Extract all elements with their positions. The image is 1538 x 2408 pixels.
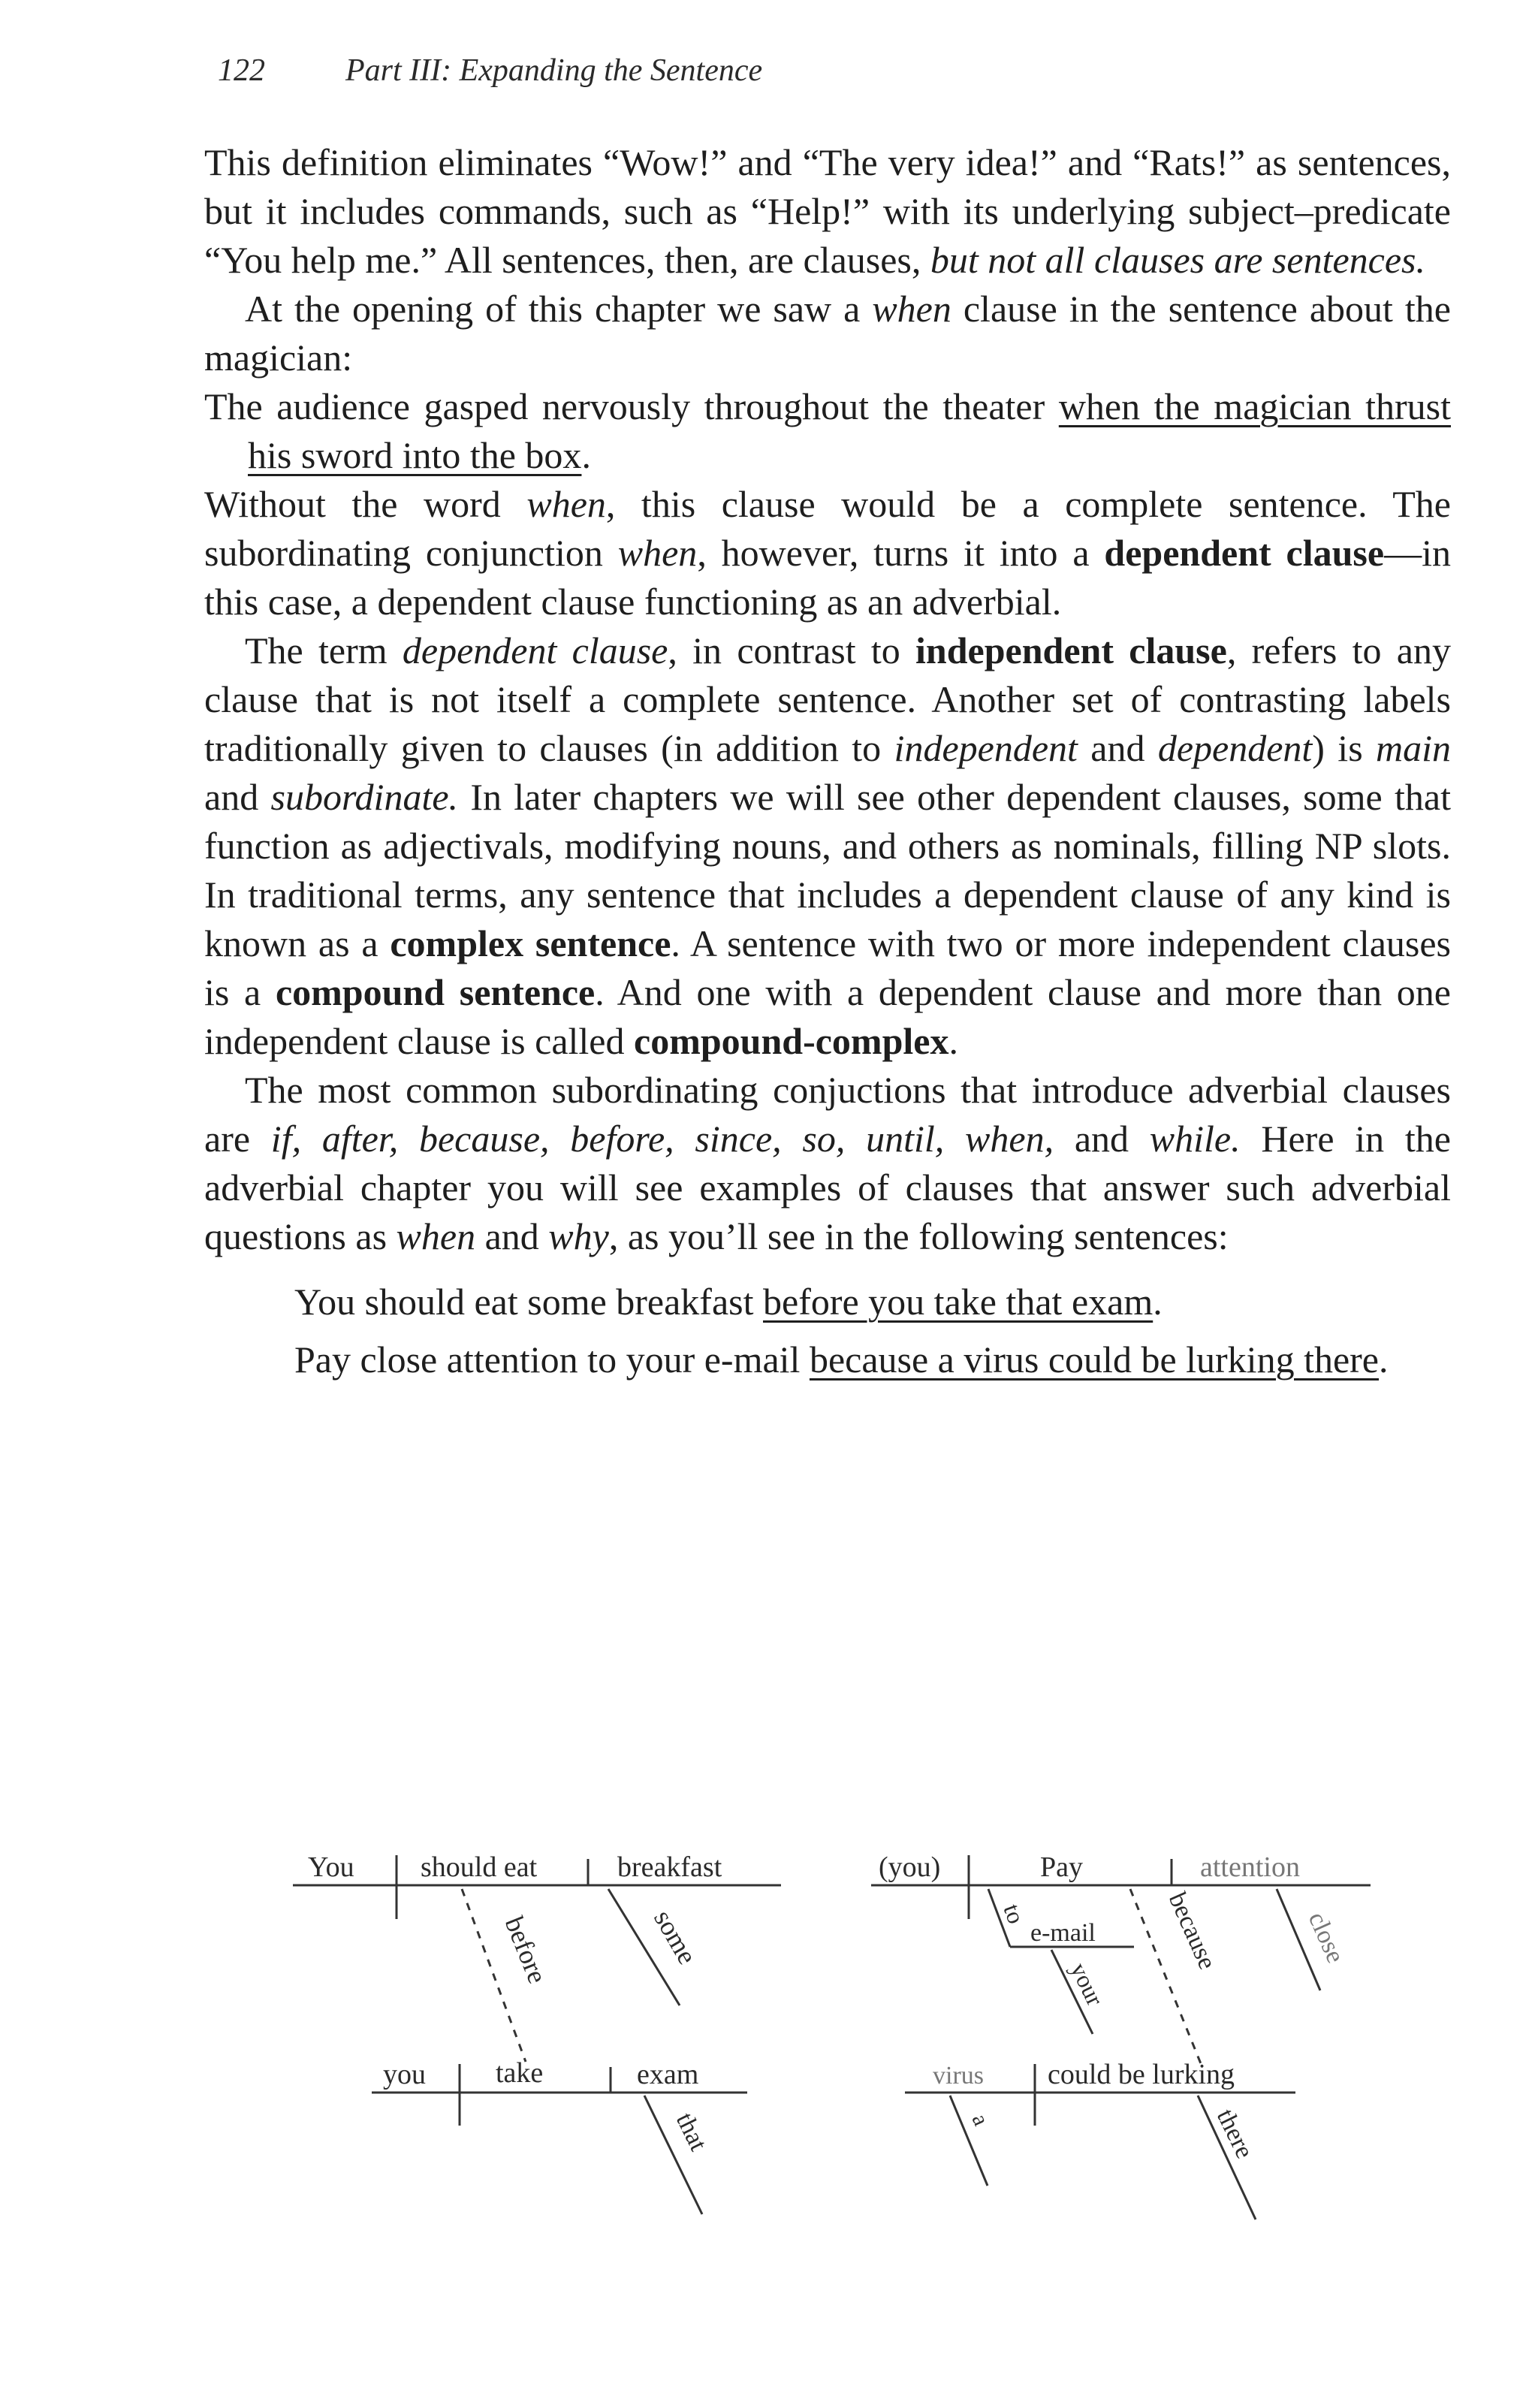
underlined-clause: when the magician thrust his sword into the box: [248, 385, 1451, 476]
emphasis: when: [872, 288, 951, 330]
emphasis: if, after, because, before, since, so, until, when,: [270, 1118, 1054, 1160]
main-subject: (you): [879, 1851, 941, 1883]
text: Without the word: [204, 483, 527, 525]
preposition: to: [998, 1900, 1030, 1927]
text: , as you’ll see in the following sentences:: [608, 1215, 1229, 1257]
main-object: breakfast: [617, 1851, 722, 1883]
sub-object: exam: [637, 2059, 699, 2090]
emphasis: but not all clauses are sentences.: [930, 239, 1426, 281]
text: and: [204, 776, 271, 818]
sub-subject: virus: [933, 2062, 984, 2090]
emphasis: main: [1376, 727, 1452, 769]
prep-object-modifier: your: [1065, 1958, 1109, 2010]
term: independent clause: [915, 629, 1227, 671]
main-verb: Pay: [1040, 1851, 1083, 1883]
sub-subject: you: [383, 2059, 426, 2090]
subordinator: before: [499, 1912, 553, 1988]
text: .: [1153, 1281, 1163, 1323]
sub-object-modifier: that: [670, 2108, 713, 2156]
term: dependent clause: [1104, 532, 1385, 574]
term: compound-complex: [634, 1020, 949, 1062]
diagram-2: [871, 1851, 1371, 2219]
emphasis: when: [526, 483, 606, 525]
emphasis: when: [396, 1215, 476, 1257]
text: The most common subordinating conjuctions that introduce adverbial clauses are: [204, 1069, 1451, 1160]
sub-adverb: there: [1211, 2105, 1259, 2163]
text: , refers to any clause that is not itself a complete sentence. Another set of contrasting labels traditionally given to clauses (in addition to: [204, 629, 1451, 769]
underlined-clause: before you take that exam: [763, 1281, 1154, 1323]
subordinator: because: [1163, 1888, 1222, 1974]
sub-verb: could be lurking: [1048, 2059, 1235, 2090]
text: At the opening of this chapter we saw a: [245, 288, 873, 330]
emphasis: when: [617, 532, 698, 574]
emphasis: why: [548, 1215, 609, 1257]
text: Here in the adverbial chapter you will see examples of clauses that answer such adverbial questions as: [204, 1118, 1451, 1257]
text: ) is: [1312, 727, 1377, 769]
text: This definition eliminates “Wow!” and “The very idea!” and “Rats!” as sentences, but it includes commands, such as “Help!” with its underlying subject–predicate “You help me.” All sentences, then, are clauses,: [204, 141, 1451, 281]
emphasis: dependent clause: [402, 629, 668, 671]
text: , this clause would be a complete sentence. The subordinating conjunction: [204, 483, 1451, 574]
text: In later chapters we will see other dependent clauses, some that function as adjectivals, modifying nouns, and others as nominals, filling NP slots. In traditional terms, any sentence that includes a dependent clause of any kind is known as a: [204, 776, 1451, 964]
sub-subject-modifier-line: [950, 2096, 988, 2186]
page-number: 122: [218, 53, 265, 88]
sub-verb: take: [496, 2057, 544, 2089]
underlined-clause: because a virus could be lurking there: [809, 1338, 1379, 1381]
main-object: attention: [1200, 1851, 1300, 1883]
main-verb: should eat: [421, 1851, 538, 1883]
text: and: [475, 1215, 549, 1257]
text: Pay close attention to your e-mail: [294, 1338, 810, 1381]
emphasis: independent: [894, 727, 1078, 769]
text: clause in the sentence about the magician:: [204, 288, 1451, 379]
object-modifier: close: [1302, 1908, 1350, 1968]
text: The term: [245, 629, 403, 671]
term: complex sentence: [390, 922, 671, 964]
term: compound sentence: [275, 971, 596, 1013]
emphasis: dependent: [1157, 727, 1313, 769]
text: and: [1077, 727, 1158, 769]
text: The audience gasped nervously throughout the theater: [204, 385, 1059, 427]
text: .: [1379, 1338, 1389, 1381]
sub-subject-modifier: a: [967, 2110, 994, 2130]
prep-object: e-mail: [1030, 1919, 1096, 1947]
text: You should eat some breakfast: [294, 1281, 763, 1323]
text: .: [948, 1020, 958, 1062]
object-modifier: some: [648, 1905, 703, 1969]
text: .: [581, 434, 591, 476]
connector-line: [462, 1889, 526, 2062]
main-subject: You: [308, 1851, 354, 1883]
text: , in contrast to: [668, 629, 916, 671]
running-title: Part III: Expanding the Sentence: [345, 53, 763, 88]
emphasis: subordinate.: [270, 776, 459, 818]
emphasis: while.: [1149, 1118, 1241, 1160]
text: . And one with a dependent clause and more than one independent clause is called: [204, 971, 1451, 1062]
text: , however, turns it into a: [697, 532, 1105, 574]
text: —in this case, a dependent clause functioning as an adverbial.: [204, 532, 1451, 623]
diagram-1: [293, 1851, 781, 2214]
text: . A sentence with two or more independent clauses is a: [204, 922, 1452, 1013]
text: and: [1054, 1118, 1150, 1160]
